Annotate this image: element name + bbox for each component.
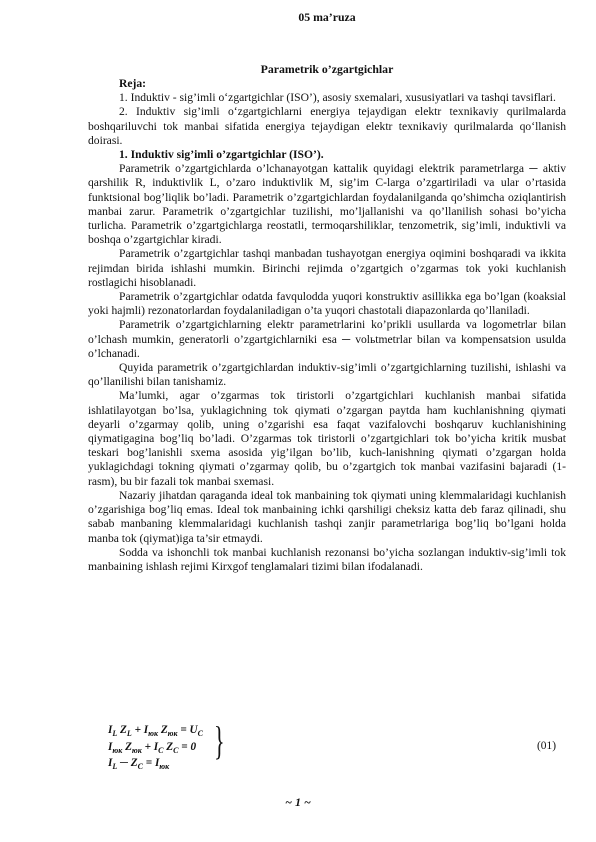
plan-item-2: 2. Induktiv sig’imli o‘zgartgichlarni energiya tejaydigan elektr texnikaviy qurilmalarda boshqariluvchi tok manbai sifatida energiya tejaydigan elektr texnikaviy qurilmalarda qo‘llanish doirasi. <box>88 105 566 147</box>
lecture-number: 05 ma’ruza <box>298 10 356 24</box>
paragraph: Parametrik o’zgartgichlar tashqi manbadan tushayotgan energiya oqimini boshqaradi va ikkita rejimdan birida ishlashi mumkin. Birinchi rejimda o’zgartgich o’zgarmas tok yoki kuchlanish rostlagichi hisoblanadi. <box>88 247 566 289</box>
section-heading: 1. Induktiv sig’imli o’zgartgichlar (ISO’). <box>119 148 324 162</box>
right-brace-icon: } <box>214 718 225 763</box>
paragraph: Nazariy jihatdan qaraganda ideal tok manbaining tok qiymati uning klemmalaridagi kuchlanish o’zgarishiga bog’liq emas. Ideal tok manbaining ichki qarshiligi cheksiz katta deb faraz qilinadi, shu sabab manbaning klemmalaridagi kuchlanish tashqi zanjir parametrlariga bog’liq bo’lgani holda manba tok (qiymat)iga ta’sir etmaydi. <box>88 488 566 545</box>
equation-system <box>108 718 568 772</box>
equation-line-3-text: $I_L$ ─ $Z_C = I_{юк}$ <box>108 757 170 772</box>
paragraph: Parametrik o’zgartgichlarning elektr parametrlarini ko’prikli usullarda va logometrlar bilan o’lchash mumkin, generatorli o’zgartgichlarniki esa ─ volьtmetrlar bilan va kompensatsion usulda o’lchanadi. <box>88 318 566 360</box>
document-body <box>88 77 566 574</box>
equation-line-1-text: $I_L$ $Z_L + I_{юк}$ $Z_{юк} = U_C$ <box>108 724 203 739</box>
plan-heading: Reja: <box>119 77 147 90</box>
equation-line-2-text: $I_{юк}$ $Z_{юк} + I_C$ $Z_C = 0$ <box>108 740 197 755</box>
paragraph: Quyida parametrik o’zgartgichlardan induktiv-sig’imli o’zgartgichlarning tuzilishi, ishlashi va qo’llanilishi bilan tanishamiz. <box>88 361 566 389</box>
document-title: Parametrik o’zgartgichlar <box>260 62 394 76</box>
paragraph: Parametrik o’zgartgichlar odatda favqulodda yuqori konstruktiv asillikka ega bo’lgan (koaksial yoki hajmli) rezonatorlardan foydalaniladigan o’ta yuqori chastotali diapazonlarda qo’llaniladi. <box>88 290 566 318</box>
equation-lines <box>108 724 203 774</box>
equation-line-1 <box>108 724 203 741</box>
paragraph: Sodda va ishonchli tok manbai kuchlanish rezonansi bo’yicha sozlangan induktiv-sig’imli tok manbaining ishlash rejimi Kirxgof tenglamalari tizimi bilan ifodalanadi. <box>88 545 566 573</box>
paragraph: Parametrik o’zgartgichlarda o’lchanayotgan kattalik quyidagi elektrik parametrlarga ─ aktiv qarshilik R, induktivlik L, o’zaro induktivlik M, sig’im C-larga o’zgartiriladi va ular o’rtasida funktsional bog’liqlik bo’ladi. Parametrik o’zgartgichlardan foydalanilganda qo’shimcha oziqlantirish manbai zarur. Parametrik o’zgartgichlar tuzilishi, mo’ljallanishi va qo’llanilish sohasi bo’yicha turlicha. Parametrik o’zgartgichlarga reostatli, termoqarshiliklar, tenzometrik, sig’imli, induktivli va boshqa o’zgartgichlar kiradi. <box>88 162 566 247</box>
equation-number: (01) <box>537 740 556 752</box>
plan-item-1: 1. Induktiv - sig’imli o‘zgartgichlar (ISO’), asosiy sxemalari, xususiyatlari va tashqi tavsiflari. <box>119 91 556 105</box>
equation-line-3 <box>108 757 203 774</box>
paragraph: Ma’lumki, agar o’zgarmas tok tiristorli o’zgartgichlari kuchlanish manbai sifatida ishlatilayotgan bo’lsa, yuklagichning tok qiymati o’zgargan paytda ham kuchlanishning qiymati deyarli o’zgarmay qolib, uning o’zgarishi esa faqat vazifalovchi boshqaruv kuchlanishining qiymatigagina bog’liq bo’ladi. O’zgarmas tok tiristorli o’zgartgichlari tok bo’yicha kritik musbat teskari bog’lanishli sxema asosida yig’ilgan bo’lib, kuch-lanishning qiymati o’zgargan holda yuklagichdagi tokning qiymati o’zgarmay qolib, bu o’zgartgich tok manbai vazifasini bajaradi (1-rasm), bu bir fazali tok manbai sxemasi. <box>88 389 566 488</box>
equation-line-2 <box>108 741 203 758</box>
page-number: ~ 1 ~ <box>285 795 311 809</box>
